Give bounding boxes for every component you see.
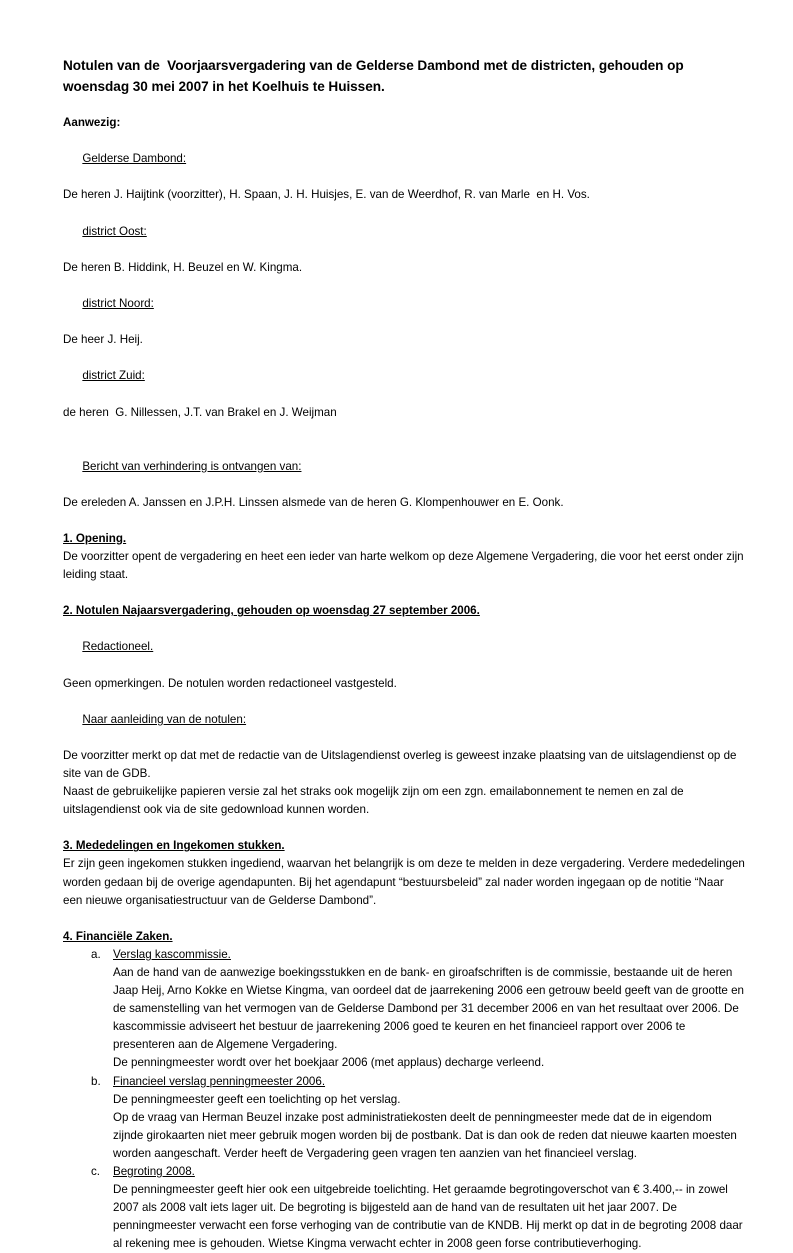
list-item-body: [113, 1163, 745, 1253]
attendance-group: [63, 277, 745, 331]
section-4: [63, 928, 745, 1253]
attendance-label: Aanwezig:: [63, 116, 121, 129]
financial-items-list: [63, 946, 745, 1253]
list-item: [63, 1163, 745, 1253]
section-3: [63, 837, 745, 909]
spacer: [63, 819, 745, 837]
attendance-group-members: De heren B. Hiddink, H. Beuzel en W. Kingma.: [63, 260, 303, 274]
section-4-heading-wrap: [63, 928, 745, 946]
apologies-text: De ereleden A. Janssen en J.P.H. Linssen alsmede van de heren G. Klompenhouwer en E. Oonk.: [63, 495, 564, 509]
apologies-heading: Bericht van verhindering is ontvangen van:: [82, 459, 302, 473]
attendance-group-members: De heer J. Heij.: [63, 333, 143, 347]
list-marker: c.: [91, 1164, 101, 1178]
apologies-section: [63, 440, 745, 512]
section-2: [63, 602, 745, 819]
apologies-heading-wrap: [63, 440, 745, 494]
attendance-group: [63, 132, 745, 186]
section-2-subheading-1-wrap: [63, 620, 745, 674]
section-2-paragraph: De voorzitter merkt op dat met de redactie van de Uitslagendienst overleg is geweest inzake plaatsing van de uitslagendienst op de site van de GDB.: [63, 749, 737, 781]
spacer: [63, 910, 745, 928]
document-title: Notulen van de Voorjaarsvergadering van de Gelderse Dambond met de districten, gehouden op woensdag 30 mei 2007 in het Koelhuis te Huissen.: [63, 58, 692, 94]
list-item-title: Verslag kascommissie.: [113, 947, 231, 961]
section-4-heading: 4. Financiële Zaken.: [63, 929, 173, 943]
spacer: [63, 584, 745, 602]
section-3-heading: 3. Mededelingen en Ingekomen stukken.: [63, 839, 285, 853]
list-item-paragraph: Aan de hand van de aanwezige boekingsstukken en de bank- en giroafschriften is de commissie, bestaande uit de heren Jaap Heij, Arno Kokke en Wietse Kingma, van oordeel dat de jaarrekening 2006 een getrouw beeld geeft van de grootte en de samenstelling van het vermogen van de Gelderse Dambond per 31 december 2006 en van het resultaat over 2006. De kascommissie adviseert het bestuur de jaarrekening 2006 goed te keuren en het financieel rapport over 2006 te presenteren aan de Algemene Vergadering.: [113, 965, 744, 1052]
section-3-paragraph: Er zijn geen ingekomen stukken ingediend, waarvan het belangrijk is om deze te melden in deze vergadering. Verdere mededelingen worden gedaan bij de overige agendapunten. Bij het agendapunt “bestuursbeleid” zal nader worden ingegaan op de notitie “Naar een nieuwe organisatiestructuur van de Gelderse Dambond”.: [63, 857, 745, 907]
section-1-heading: 1. Opening.: [63, 531, 127, 545]
list-item-body: [113, 1073, 745, 1163]
attendance-group-members: De heren J. Haijtink (voorzitter), H. Spaan, J. H. Huisjes, E. van de Weerdhof, R. van Marle en H. Vos.: [63, 188, 590, 202]
list-item-paragraph: De penningmeester geeft hier ook een uitgebreide toelichting. Het geraamde begrotingoverschot van € 3.400,-- in zowel 2007 als 2008 valt iets lager uit. De begroting is bijgesteld aan de hand van de resultaten uit het jaar 2007. De penningmeester verwacht een forse verhoging van de contributie van de KNDB. Hij merkt op dat in de begroting 2008 daar al rekening mee is gehouden. Wietse Kingma verwacht echter in 2008 geen forse contributieverhoging.: [113, 1183, 743, 1251]
attendance-group-heading: Gelderse Dambond:: [82, 152, 187, 166]
section-2-subheading-redactioneel: Redactioneel.: [82, 640, 154, 654]
spacer: [63, 512, 745, 530]
section-1: [63, 530, 745, 584]
section-2-heading: 2. Notulen Najaarsvergadering, gehouden op woensdag 27 september 2006.: [63, 604, 480, 618]
section-2-subheading-naar-aanleiding: Naar aanleiding van de notulen:: [82, 712, 247, 726]
attendance-group-heading: district Noord:: [82, 296, 154, 310]
section-1-heading-wrap: [63, 530, 745, 548]
section-2-subtext-1: Geen opmerkingen. De notulen worden redactioneel vastgesteld.: [63, 676, 397, 690]
attendance-group-members: de heren G. Nillessen, J.T. van Brakel en J. Weijman: [63, 405, 337, 419]
list-item-paragraph: Op de vraag van Herman Beuzel inzake post administratiekosten deelt de penningmeester mede dat de in eigendom zijnde girokaarten niet meer gebruik mogen worden bij de postbank. Dat is dan ook de reden dat nieuwe kaarten moesten worden aangeschaft. Verder heeft de Vergadering geen vragen ten aanzien van het financieel verslag.: [113, 1110, 737, 1160]
list-item-paragraph: De penningmeester wordt over het boekjaar 2006 (met applaus) decharge verleend.: [113, 1056, 545, 1070]
attendance-group: [63, 204, 745, 258]
list-item: [63, 1073, 745, 1163]
attendance-group: [63, 349, 745, 403]
list-marker: a.: [91, 947, 101, 961]
list-item-title: Financieel verslag penningmeester 2006.: [113, 1074, 326, 1088]
list-marker: b.: [91, 1074, 101, 1088]
list-item-title-wrap: [113, 946, 745, 964]
attendance-group-heading: district Zuid:: [82, 369, 145, 383]
attendance-group-heading: district Oost:: [82, 224, 147, 238]
section-2-paragraph: Naast de gebruikelijke papieren versie zal het straks ook mogelijk zijn om een zgn. emailabonnement te nemen en zal de uitslagendienst ook via de site gedownload kunnen worden.: [63, 785, 684, 817]
section-1-paragraph: De voorzitter opent de vergadering en heet een ieder van harte welkom op deze Algemene Vergadering, die voor het eerst onder zijn leiding staat.: [63, 550, 744, 582]
section-3-heading-wrap: [63, 837, 745, 855]
attendance-section: [63, 114, 745, 422]
list-item-title: Begroting 2008.: [113, 1164, 195, 1178]
list-item-title-wrap: [113, 1073, 745, 1091]
list-item-body: [113, 946, 745, 1073]
list-item-paragraph: De penningmeester geeft een toelichting op het verslag.: [113, 1092, 401, 1106]
list-item: [63, 946, 745, 1073]
section-2-heading-wrap: [63, 602, 745, 620]
list-item-title-wrap: [113, 1163, 745, 1181]
section-2-subheading-2-wrap: [63, 693, 745, 747]
spacer: [63, 422, 745, 440]
